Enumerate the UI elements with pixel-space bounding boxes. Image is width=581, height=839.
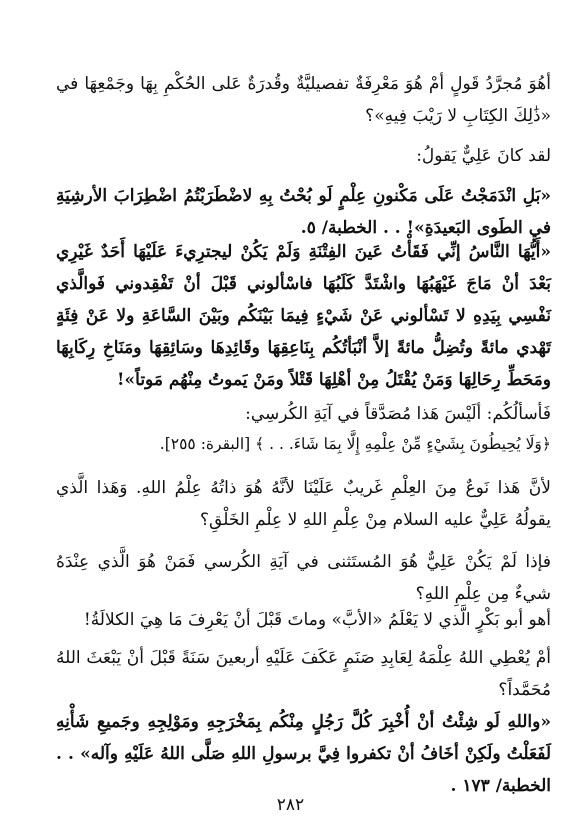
- paragraph-ali-said: لقد كانَ عَلِيٌّ يَقولُ:: [416, 146, 551, 166]
- paragraph-question-book: أهُوَ مُجرَّدُ قَولٍ أمْ هُوَ مَعْرِفَةٌ تفصيليَّةٌ وقُدرَةٌ عَلى الحُكْمِ بِهَا وجَمْعِهَا في «ذَٰلِكَ الكِتَابِ لا رَيْبَ فِيهِ»؟: [56, 74, 551, 126]
- quote-hidden-knowledge: «بَلِ انْدَمَجْتُ عَلَى مَكْنونِ عِلْمٍ لَو بُحْتُ بِهِ لاضْطَرَبْتُمُ اضْطِرَابَ الأرشِيَةِ في الطَوى البَعيدَةِ»! . . الخطبة/ ٥.: [56, 186, 551, 238]
- quran-verse: ﴿وَلَا يُحِيطُونَ بِشَيْءٍ مِّنْ عِلْمِهِ إِلَّا بِمَا شَاءَ. . . ﴾ [البقرة: ٢٥٥].: [159, 435, 551, 453]
- quote-inform-each-man: «واللهِ لَو شِئْتُ أنْ أُخْبِرَ كُلَّ رَجُلٍ مِنْكُم بِمَخْرَجِهِ ومَوْلِجِهِ وجَميعِ شَأْنِهِ لَفَعَلْتُ ولَكِنْ أخَافُ أنْ تكفروا فِيَّ برسولِ اللهِ صَلَّى اللهُ عَلَيْهِ وآله» . . الخطبة/ ١٧٣ .: [56, 712, 551, 796]
- paragraph-abu-bakr: أهو أبو بَكْرٍ الَّذي لا يَعْلَمُ «الأبَّ» وماتَ قَبْلَ أنْ يَعْرِفَ مَا هِيَ الكلالَةُ!: [83, 610, 551, 630]
- paragraph-ask-you: فَأسألُكُم: ألَيْسَ هَذا مُصَدَّقاً في آيَةِ الكُرسِي:: [245, 404, 551, 424]
- quote-ask-me: «أَيُّهَا النَّاسُ إنِّي فَقَأْتُ عَينَ الفِتْنَةِ وَلَمْ يَكُنْ ليجترِيءَ عَلَيْهَا أَحَدٌ غَيْرِي بَعْدَ أنْ مَاجَ غَيْهَبُهَا واشْتَدَّ كَلَبُهَا فاسْألوني قَبْلَ أنْ تَفْقِدوني فَوالَّذي نَفْسِي بِيَدِهِ لا تَسْألوني عَنْ شَيْءٍ فِيمَا بَيْنَكُم وبَيْنَ السَّاعَةِ ولا عَنْ فِئَةٍ تَهْدي مائةً وتُضِلُّ مائةً إلاَّ أنْبَأتُكُم بِنَاعِقِهَا وقَائِدِهَا وسَائِقِهَا ومَنَاخِ رِكَابِهَا ومَحَطِّ رِحَالِهَا وَمَنْ يُقْتَلُ مِنْ أهْلِهَا قَتْلاً ومَنْ يَموتُ مِنْهُم مَوتاً»!: [56, 242, 551, 390]
- paragraph-strange-knowledge: لأنَّ هَذا نَوعٌ مِنَ العِلْمِ غَريبٌ عَلَيْنَا لأنَّهُ هُوَ ذاتُهُ عِلْمُ اللهِ. وَهَذا الَّذي يقولُهُ عَلِيٌّ عليه السلام مِنْ عِلْمِ اللهِ لا عِلْمِ الخَلْقِ؟: [56, 478, 551, 530]
- paragraph-idol-worshipper: أمْ يُعْطِي اللهُ عِلْمَهُ لِعَابِدِ صَنَمٍ عَكَفَ عَلَيْهِ أربعينَ سَنَةً قَبْلَ أنْ يَبْعَثَ اللهُ مُحَمَّداً؟: [56, 648, 551, 700]
- paragraph-exception: فإذا لَمْ يَكُنْ عَلِيٌّ هُوَ المُستَثنى في آيَةِ الكُرسي فَمَنْ هُوَ الَّذي عِنْدَهُ شيءٌ مِن عِلْمِ اللهِ؟: [56, 552, 551, 604]
- page-number: ٢٨٢: [276, 795, 305, 815]
